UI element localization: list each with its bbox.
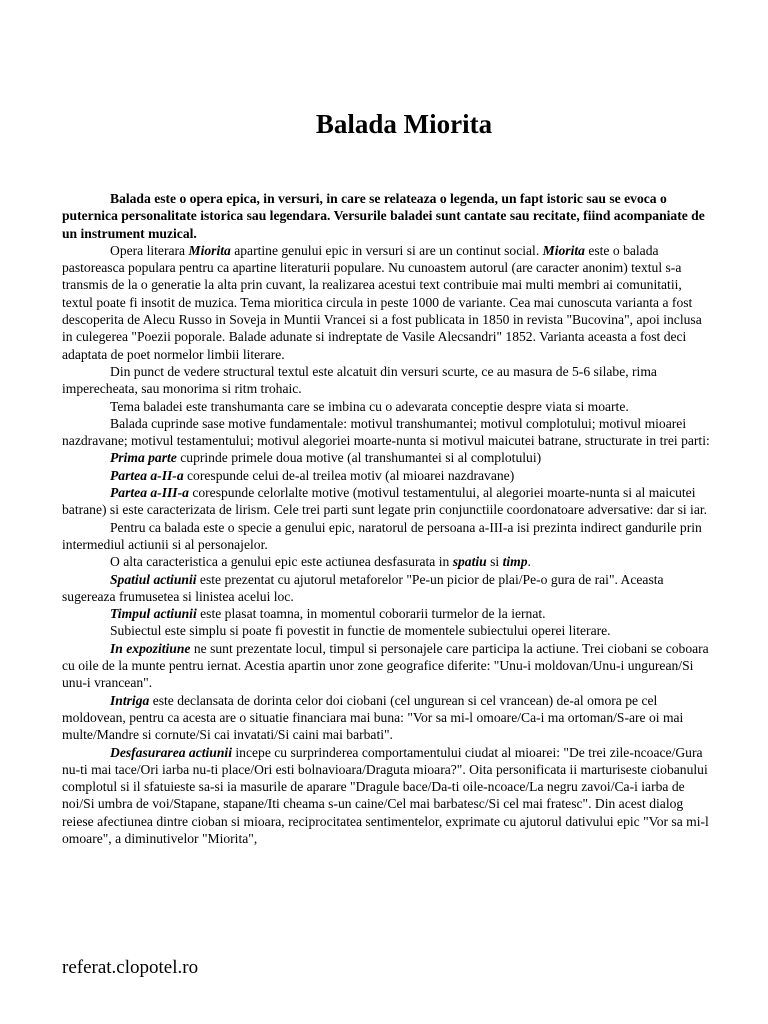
text-run: si bbox=[486, 554, 503, 570]
emphasis-prima-parte: Prima parte bbox=[110, 450, 177, 466]
text-run: corespunde celui de-al treilea motiv (al mioarei nazdravane) bbox=[183, 467, 515, 483]
paragraph-spatiu-timp bbox=[62, 553, 712, 570]
paragraph-timpul-actiunii bbox=[62, 605, 712, 622]
paragraph-motive: Balada cuprinde sase motive fundamentale: motivul transhumantei; motivul complotului; motivul mioarei nazdravane; motivul testamentului; motivul alegoriei moarte-nunta si motivul maicutei batrane, structurate in trei parti: bbox=[62, 415, 710, 449]
emphasis-spatiu: spatiu bbox=[452, 554, 487, 570]
emphasis-partea-a-doua: Partea a-II-a bbox=[110, 467, 184, 483]
text-run: ne sunt prezentate locul, timpul si personajele care participa la actiune. Trei ciobani se coboara cu oile de la munte pentru iernat. Acestia apartin unor zone geografice diferite: "Unu-i moldovan/Unu-i ungurean/Si unu-i vrancean". bbox=[62, 640, 709, 691]
text-run: incepe cu surprinderea comportamentului ciudat al mioarei: "De trei zile-ncoace/Gura nu-ti mai tace/Ori iarba nu-ti place/Ori esti bolnavioara/Draguta mioara?". Oita personificata ii marturiseste ciobanului complotul si il sfatuieste sa-si ia masurile de aparare "Dragule bace/Da-ti oile-ncoace/La negru zavoi/Ca-i iarba de noi/Si umbra de voi/Stapane, stapane/Iti cheama s-un caine/Cel mai barbatesc/Si cel mai fratesc". Din acest dialog reiese afectiunea dintre cioban si mioara, reciprocitatea sentimentelor, exprimate cu ajutorul dativului epic "Vor sa mi-l omoare", a diminutivelor "Miorita", bbox=[62, 744, 709, 846]
paragraph-partea-a-doua bbox=[62, 467, 712, 484]
paragraph-tema: Tema baladei este transhumanta care se imbina cu o adevarata conceptie despre viata si moarte. bbox=[110, 398, 629, 414]
text-run: corespunde celorlalte motive (motivul testamentului, al alegoriei moarte-nunta si al maicutei batrane) si este caracterizata de lirism. Cele trei parti sunt legate prin conjunctiile coordonatoare adversative: dar si iar. bbox=[62, 485, 708, 518]
text-run: . bbox=[527, 554, 531, 570]
text-run: este declansata de dorinta celor doi ciobani (cel ungurean si cel vrancean) de-al omora pe cel moldovean, pentru ca acesta are o situatie financiara mai buna: "Vor sa mi-l omoare/Ca-i ma ortoman/S-are oi mai multe/Mandre si cornute/Si cai invatati/Si caini mai barbati". bbox=[62, 692, 684, 743]
document-body bbox=[62, 190, 712, 847]
emphasis-timpul-actiunii: Timpul actiunii bbox=[110, 606, 197, 622]
emphasis-intriga: Intriga bbox=[110, 692, 150, 708]
emphasis-partea-a-treia: Partea a-III-a bbox=[110, 485, 189, 501]
emphasis-desfasurarea: Desfasurarea actiunii bbox=[110, 744, 232, 760]
paragraph-desfasurarea bbox=[62, 744, 712, 848]
emphasis-timp: timp bbox=[502, 554, 528, 570]
document-title: Balada Miorita bbox=[315, 109, 493, 139]
paragraph-narator: Pentru ca balada este o specie a genului epic, naratorul de persoana a-III-a isi prezinta indirect gandurile prin intermediul actiunii si al personajelor. bbox=[62, 519, 702, 552]
text-run: apartine genului epic in versuri si are un continut social. bbox=[230, 242, 543, 258]
paragraph-expozitiune bbox=[62, 640, 712, 692]
paragraph-intriga bbox=[62, 692, 712, 744]
footer-site-name: referat.clopotel.ro bbox=[62, 957, 199, 978]
emphasis-spatiul-actiunii: Spatiul actiunii bbox=[110, 571, 197, 587]
paragraph-partea-a-treia bbox=[62, 484, 712, 519]
text-run: O alta caracteristica a genului epic este actiunea desfasurata in bbox=[110, 554, 453, 570]
paragraph-structura: Din punct de vedere structural textul este alcatuit din versuri scurte, ce au masura de 5-6 silabe, rima imperecheata, sau monorima si ritm trohaic. bbox=[62, 363, 657, 397]
emphasis-expozitiune: In expozitiune bbox=[110, 640, 191, 656]
paragraph-spatiul-actiunii bbox=[62, 571, 712, 606]
paragraph-subiectul: Subiectul este simplu si poate fi povestit in functie de momentele subiectului operei literare. bbox=[110, 623, 611, 639]
paragraph-opera-literara bbox=[62, 242, 712, 363]
paragraph-prima-parte bbox=[62, 449, 712, 466]
text-run: este prezentat cu ajutorul metaforelor "Pe-un picior de plai/Pe-o gura de rai". Aceasta sugereaza frumusetea si linistea acelui loc. bbox=[62, 571, 664, 604]
text-run: este o balada pastoreasca populara pentru ca apartine literaturii populare. Nu cunoastem autorul (are caracter anonim) textul s-a transmis de la o generatie la alta prin cuvant, la realizarea acestui text contribuie mai multi membri ai comunitatii, textul poate fi insotit de muzica. Tema mioritica circula in peste 1000 de variante. Cea mai cunoscuta varianta a fost descoperita de Alecu Russo in Soveja in Muntii Vrancei si a fost publicata in 1850 in revista "Bucovina", apoi inclusa in culegerea "Poezii poporale. Balade adunate si indreptate de Vasile Alecsandri" 1852. Varianta aceasta a fost deci adaptata de poet normelor limbii literare. bbox=[62, 242, 702, 362]
text-run: cuprinde primele doua motive (al transhumantei si al complotului) bbox=[176, 450, 542, 466]
emphasis-miorita: Miorita bbox=[542, 242, 585, 258]
text-run: Opera literara bbox=[110, 242, 189, 258]
emphasis-miorita: Miorita bbox=[188, 242, 231, 258]
intro-paragraph: Balada este o opera epica, in versuri, in care se relateaza o legenda, un fapt istoric sau se evoca o puternica personalitate istorica sau legendara. Versurile baladei sunt cantate sau recitate, fiind acompaniate de un instrument muzical. bbox=[62, 191, 705, 241]
text-run: este plasat toamna, in momentul coborarii turmelor de la iernat. bbox=[196, 606, 546, 622]
